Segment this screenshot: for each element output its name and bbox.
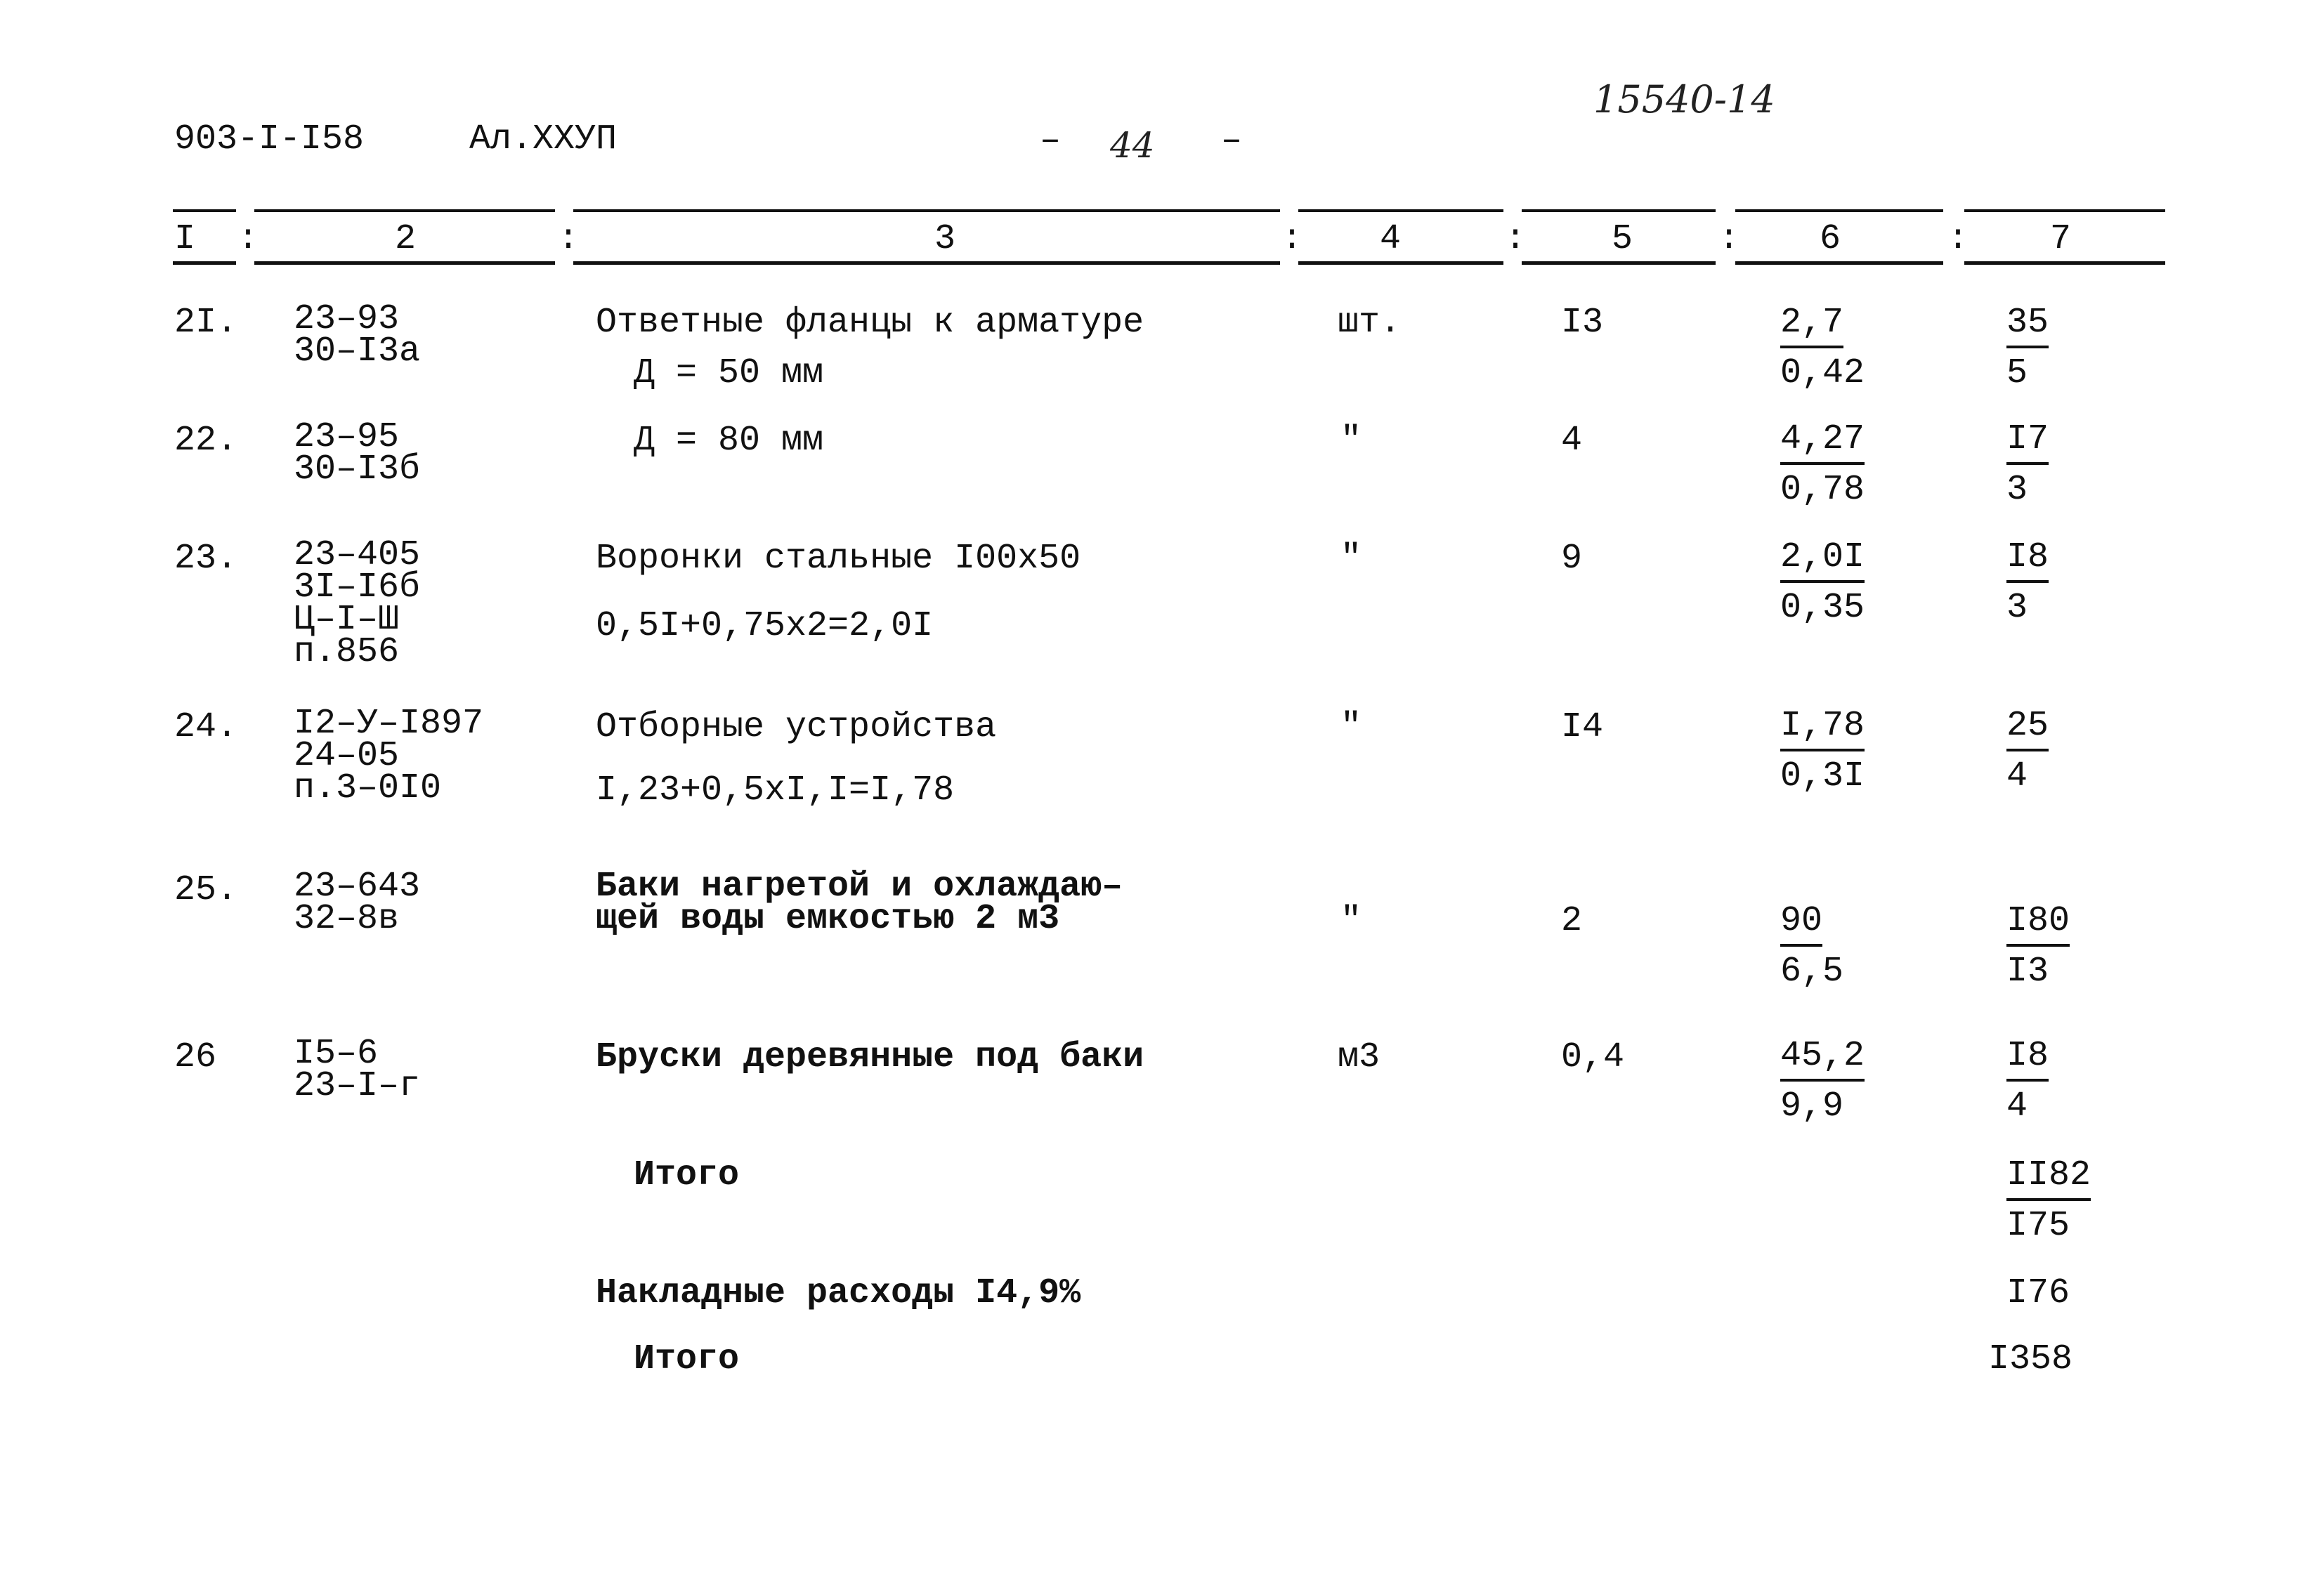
row-unit-price-bottom: 0,42 [1780, 353, 1865, 393]
row-description-line: щей воды емкостью 2 м3 [596, 899, 1060, 939]
row-unit: шт. [1338, 303, 1402, 343]
row-description: Воронки стальные I00x50 [596, 539, 1081, 579]
row-unit-price-top: 2,7 [1780, 302, 1843, 348]
row-unit-price-top: I,78 [1780, 705, 1865, 751]
row-number: 26 [174, 1037, 217, 1077]
row-codes [294, 417, 421, 490]
overhead-value: I76 [2006, 1273, 2070, 1313]
row-unit-price-bottom: 0,35 [1780, 588, 1865, 628]
header-rule-top-5 [1522, 209, 1716, 212]
row-unit-price-top: 4,27 [1780, 419, 1865, 465]
row-unit-price [1780, 537, 1865, 629]
row-total-cost-bottom: 4 [2006, 756, 2028, 796]
row-unit-price-top: 90 [1780, 900, 1822, 947]
subtotal-value-top: II82 [2006, 1155, 2091, 1201]
header-rule-bottom-2 [254, 261, 555, 265]
row-unit-price-bottom: 0,3I [1780, 756, 1865, 796]
row-code: 23–405 [294, 535, 421, 575]
row-total-cost [2006, 419, 2049, 511]
row-unit-price [1780, 1035, 1865, 1128]
row-code: п.3–0I0 [294, 768, 442, 808]
row-unit: " [1340, 421, 1362, 461]
row-unit-price-top: 2,0I [1780, 537, 1865, 583]
row-unit-price [1780, 900, 1843, 993]
page-dash-right: – [1221, 121, 1243, 161]
row-number: 22. [174, 421, 238, 461]
row-quantity: I3 [1561, 303, 1604, 343]
col-header-2: 2 [395, 219, 417, 259]
row-description: Ответные фланцы к арматуре [596, 303, 1144, 343]
row-description-line: Баки нагретой и охлаждаю– [596, 867, 1123, 907]
row-codes [294, 299, 421, 372]
col-header-4: 4 [1380, 219, 1402, 259]
header-rule-bottom-3 [573, 261, 1280, 265]
row-code: Ц–I–Ш [294, 600, 400, 640]
header-rule-bottom-5 [1522, 261, 1716, 265]
row-total-cost [2006, 302, 2049, 395]
row-unit-price-bottom: 0,78 [1780, 470, 1865, 510]
col-sep-4: : [1505, 219, 1527, 259]
row-total-cost-top: 25 [2006, 705, 2049, 751]
total-value: I358 [1988, 1339, 2073, 1379]
archive-number: 15540-14 [1593, 77, 1775, 122]
row-unit-price-bottom: 6,5 [1780, 952, 1844, 992]
header-rule-bottom-1 [173, 261, 236, 265]
row-unit: " [1340, 901, 1362, 941]
row-quantity: 4 [1561, 421, 1583, 461]
row-number: 25. [174, 870, 238, 910]
total-label: Итого [634, 1339, 740, 1379]
row-quantity: 0,4 [1561, 1037, 1625, 1077]
row-total-cost-top: I8 [2006, 537, 2049, 583]
row-total-cost-top: 35 [2006, 302, 2049, 348]
row-unit: м3 [1338, 1037, 1380, 1077]
row-total-cost [2006, 1035, 2049, 1128]
col-sep-2: : [558, 219, 580, 259]
row-codes [294, 867, 421, 939]
row-code: п.856 [294, 632, 400, 672]
row-description: Бруски деревянные под баки [596, 1037, 1144, 1077]
row-code: I5–6 [294, 1034, 379, 1074]
row-description: Д = 80 мм [634, 421, 824, 461]
row-total-cost-top: I80 [2006, 900, 2070, 947]
row-total-cost-bottom: I3 [2006, 952, 2049, 992]
row-unit-price-bottom: 9,9 [1780, 1086, 1844, 1127]
header-rule-top-7 [1964, 209, 2165, 212]
col-header-5: 5 [1612, 219, 1633, 259]
page-dash-left: – [1040, 121, 1062, 161]
row-number: 24. [174, 707, 238, 747]
row-code: 23–643 [294, 867, 421, 907]
header-rule-top-6 [1735, 209, 1943, 212]
row-code: 30–I3б [294, 449, 421, 490]
row-unit: " [1340, 707, 1362, 747]
header-rule-top-1 [173, 209, 236, 212]
row-unit-price [1780, 302, 1865, 395]
row-total-cost-bottom: 3 [2006, 470, 2028, 510]
row-code: 30–I3a [294, 331, 421, 372]
row-total-cost-bottom: 3 [2006, 588, 2028, 628]
col-sep-5: : [1718, 219, 1740, 259]
row-code: I2–У–I897 [294, 704, 484, 744]
subtotal-value-bottom: I75 [2006, 1206, 2070, 1246]
header-rule-top-3 [573, 209, 1280, 212]
row-code: 23–95 [294, 417, 400, 457]
row-quantity: 2 [1561, 901, 1583, 941]
col-header-6: 6 [1820, 219, 1841, 259]
row-total-cost-top: I8 [2006, 1035, 2049, 1082]
row-total-cost [2006, 705, 2049, 798]
col-sep-6: : [1947, 219, 1969, 259]
row-code: 23–I–г [294, 1066, 421, 1106]
row-description-detail: Д = 50 мм [634, 353, 824, 393]
row-total-cost-top: I7 [2006, 419, 2049, 465]
row-calculation: I,23+0,5xI,I=I,78 [596, 770, 955, 810]
row-codes [294, 704, 484, 808]
row-calculation: 0,5I+0,75x2=2,0I [596, 606, 934, 646]
header-rule-top-2 [254, 209, 555, 212]
row-unit: " [1340, 539, 1362, 579]
row-codes [294, 1034, 421, 1106]
col-header-3: 3 [934, 219, 956, 259]
row-code: 23–93 [294, 299, 400, 339]
subtotal-label: Итого [634, 1155, 740, 1195]
row-code: 32–8в [294, 899, 400, 939]
row-description [596, 867, 1123, 939]
col-header-1: I [174, 219, 196, 259]
row-total-cost [2006, 900, 2070, 993]
row-total-cost-bottom: 4 [2006, 1086, 2028, 1127]
row-total-cost-bottom: 5 [2006, 353, 2028, 393]
row-code: 24–05 [294, 736, 400, 776]
row-description: Отборные устройства [596, 707, 997, 747]
row-quantity: 9 [1561, 539, 1583, 579]
page-number: 44 [1110, 125, 1155, 166]
header-rule-bottom-6 [1735, 261, 1943, 265]
header-rule-bottom-4 [1298, 261, 1503, 265]
document-code: 903-I-I58 [174, 119, 365, 159]
row-codes [294, 535, 421, 672]
col-sep-3: : [1281, 219, 1303, 259]
subtotal-value [2006, 1155, 2091, 1247]
col-header-7: 7 [2050, 219, 2072, 259]
overhead-label: Накладные расходы I4,9% [596, 1273, 1081, 1313]
row-total-cost [2006, 537, 2049, 629]
header-rule-bottom-7 [1964, 261, 2165, 265]
row-unit-price [1780, 705, 1865, 798]
row-number: 23. [174, 539, 238, 579]
row-number: 2I. [174, 303, 238, 343]
header-rule-top-4 [1298, 209, 1503, 212]
row-quantity: I4 [1561, 707, 1604, 747]
row-unit-price-top: 45,2 [1780, 1035, 1865, 1082]
album-number: Ал.XXУП [469, 119, 618, 159]
col-sep-1: : [237, 219, 259, 259]
row-code: 3I–I6б [294, 567, 421, 608]
row-unit-price [1780, 419, 1865, 511]
